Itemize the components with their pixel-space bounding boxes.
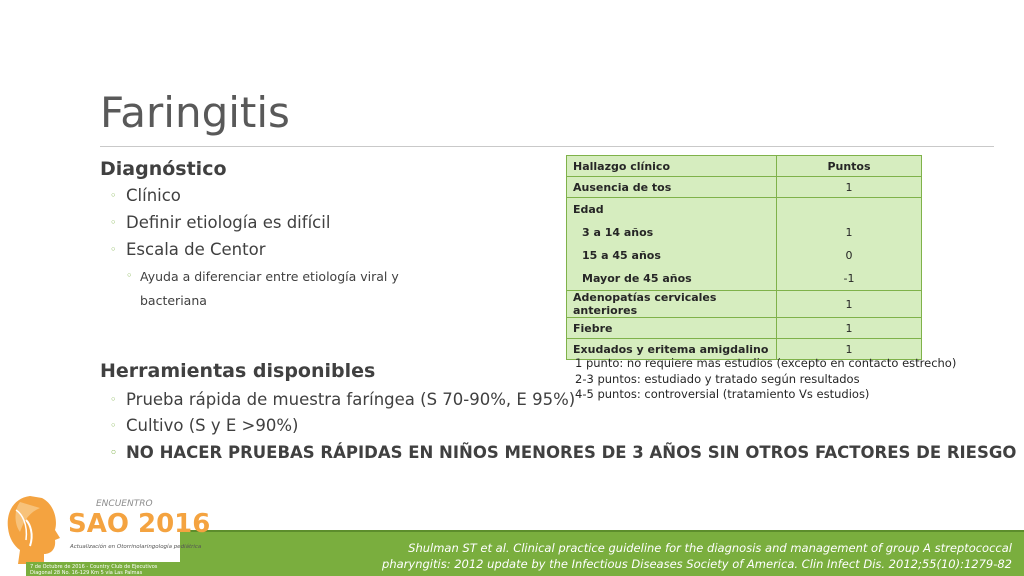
bullet-marker-icon: ◦ [110, 419, 117, 432]
diagnostico-heading: Diagnóstico [100, 158, 227, 180]
table-row [567, 318, 922, 339]
score-notes [575, 356, 956, 403]
table-header-cell: Puntos [777, 156, 922, 177]
table-row [567, 198, 922, 291]
note-line: 2-3 puntos: estudiado y tratado según resultados [575, 371, 860, 386]
logo-main-word: SAO 2016 [68, 509, 211, 539]
bullet-marker-icon: ◦ [126, 269, 133, 282]
bullet-warning: ◦ NO HACER PRUEBAS RÁPIDAS EN NIÑOS MENORES DE 3 AÑOS SIN OTROS FACTORES DE RIESGO [110, 443, 1017, 462]
table-cell: 1 [777, 291, 922, 318]
table-cell: Fiebre [567, 318, 777, 339]
table-cell: Ausencia de tos [567, 177, 777, 198]
table-cell: 1 [777, 339, 922, 360]
note-line: 1 punto: no requiere mas estudios (excepto en contacto estrecho) [575, 356, 957, 370]
table-row [567, 177, 922, 198]
title-divider [100, 146, 994, 147]
herramientas-heading: Herramientas disponibles [100, 360, 376, 382]
table-header-row [567, 156, 922, 177]
citation: Shulman ST et al. Clinical practice guideline for the diagnosis and management of group A streptococcal pharyngitis: 2012 update by the Infectious Diseases Society of America. Clin Infect Dis. 2012;55(10):1279-82 [382, 541, 1012, 571]
bullet-marker-icon: ◦ [110, 393, 117, 406]
logo-top-word: ENCUENTRO [96, 499, 153, 509]
bullet-prueba-rapida: ◦ Prueba rápida de muestra faríngea (S 70-90%, E 95%) [110, 390, 576, 409]
sub-bullet-diferenciar: ◦ Ayuda a diferenciar entre etiología viral y bacteriana [126, 264, 426, 313]
slide-title: Faringitis [100, 88, 290, 137]
bullet-centor: ◦ Escala de Centor [110, 240, 266, 259]
bullet-marker-icon: ◦ [110, 243, 117, 256]
table-cell: Exudados y eritema amigdalino [567, 339, 777, 360]
table-row [567, 291, 922, 318]
table-cell: 1 [777, 318, 922, 339]
table-cell: 1 [777, 177, 922, 198]
bullet-etiologia: ◦ Definir etiología es difícil [110, 213, 331, 232]
bullet-cultivo: ◦ Cultivo (S y E >90%) [110, 416, 299, 435]
table-cell: Edad 3 a 14 años 15 a 45 años Mayor de 45 años [567, 198, 777, 291]
logo-event-line1: 7 de Octubre de 2016 - Country Club de Ejecutivos [30, 564, 158, 570]
bullet-marker-icon: ◦ [110, 189, 117, 202]
bullet-clinico: ◦ Clínico [110, 186, 181, 205]
logo-tagline: Actualización en Otorrinolaringología pediátrica [70, 544, 202, 550]
bullet-marker-icon: ◦ [110, 446, 118, 459]
note-line: 4-5 puntos: controversial (tratamiento Vs estudios) [575, 387, 870, 401]
logo-event-line2: Diagonal 28 No. 16-129 Km 5 vía Las Palmas [30, 570, 143, 576]
table-cell: 1 0 -1 [777, 198, 922, 291]
centor-score-table [566, 155, 922, 360]
table-cell: Adenopatías cervicales anteriores [567, 291, 777, 318]
bullet-marker-icon: ◦ [110, 216, 117, 229]
table-header-cell: Hallazgo clínico [567, 156, 777, 177]
event-logo [0, 490, 211, 576]
